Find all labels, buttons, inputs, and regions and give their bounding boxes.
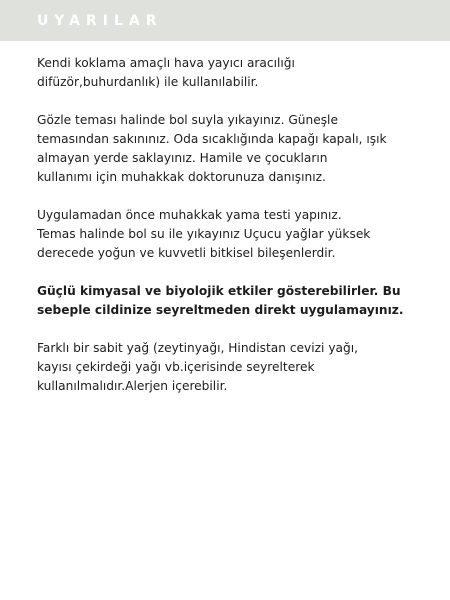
warnings-header — [0, 0, 450, 41]
text-line: kullanımı için muhakkak doktorunuza danışınız. — [37, 170, 326, 184]
paragraph-usage — [37, 54, 427, 92]
text-line: temasından sakınınız. Oda sıcaklığında kapağı kapalı, ışık — [37, 132, 387, 146]
paragraph-dilution — [37, 339, 427, 396]
text-line: difüzör,buhurdanlık) ile kullanılabilir. — [37, 75, 259, 89]
text-line: Gözle teması halinde bol suyla yıkayınız. Güneşle — [37, 113, 338, 127]
page-title: UYARILAR — [37, 12, 163, 29]
text-line: derecede yoğun ve kuvvetli bitkisel bileşenlerdir. — [37, 246, 336, 260]
warnings-content — [37, 54, 427, 415]
text-line: Kendi koklama amaçlı hava yayıcı aracılığı — [37, 56, 295, 70]
text-line: Temas halinde bol su ile yıkayınız Uçucu yağlar yüksek — [37, 227, 371, 241]
text-line: almayan yerde saklayınız. Hamile ve çocukların — [37, 151, 328, 165]
text-line: kullanılmalıdır.Alerjen içerebilir. — [37, 379, 228, 393]
paragraph-safety — [37, 111, 427, 187]
text-line: sebeple cildinize seyreltmeden direkt uygulamayınız. — [37, 303, 404, 317]
text-line: Farklı bir sabit yağ (zeytinyağı, Hindistan cevizi yağı, — [37, 341, 358, 355]
text-line: kayısı çekirdeği yağı vb.içerisinde seyrelterek — [37, 360, 315, 374]
text-line: Uygulamadan önce muhakkak yama testi yapınız. — [37, 208, 342, 222]
text-line: Güçlü kimyasal ve biyolojik etkiler gösterebilirler. Bu — [37, 284, 401, 298]
paragraph-patch-test — [37, 206, 427, 263]
paragraph-strong-warning — [37, 282, 427, 320]
